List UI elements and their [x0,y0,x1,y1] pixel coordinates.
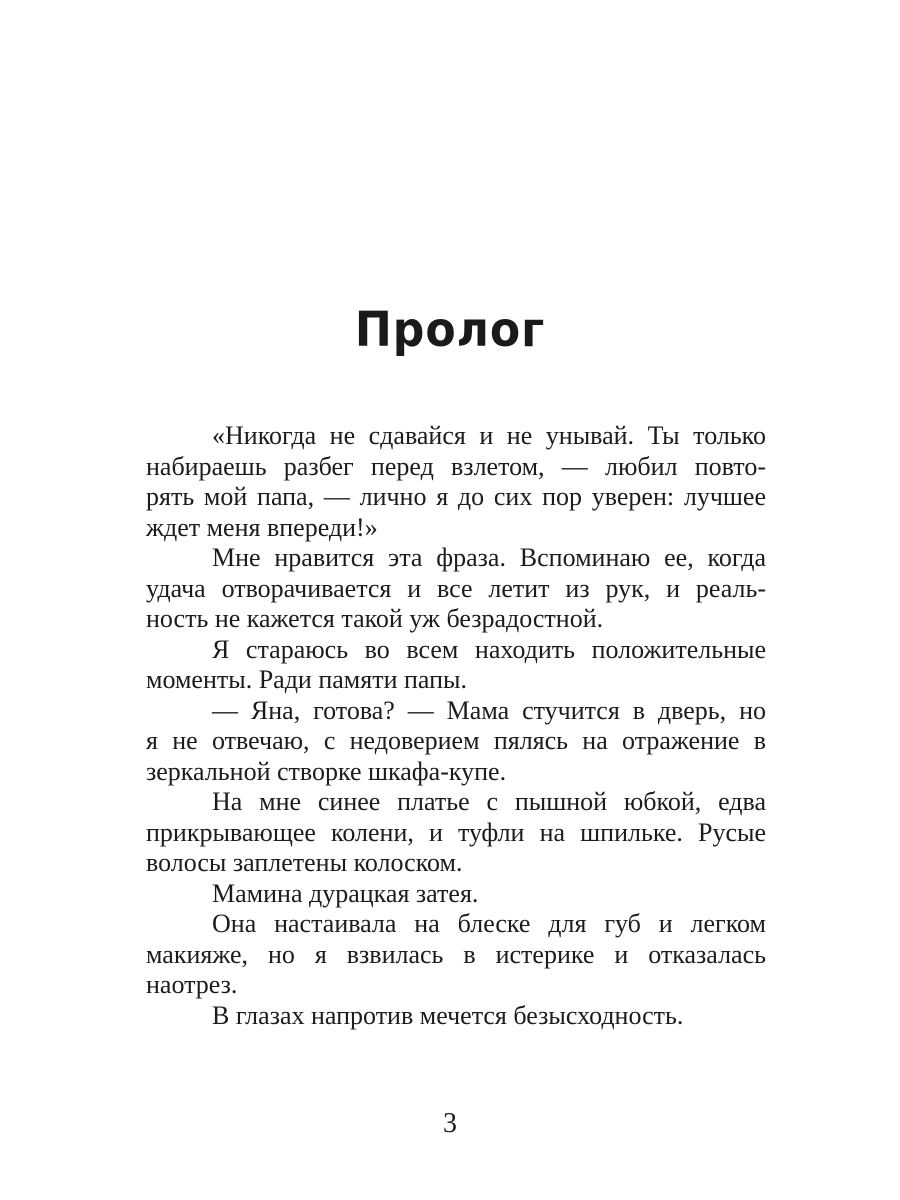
chapter-title: Пролог [354,302,546,358]
text-line: Мне нравится эта фраза. Вспоминаю ее, когда [212,543,766,572]
text-line: Она настаивала на блеске для губ и легком [212,909,766,938]
text-line: — Яна, готова? — Мама стучится в дверь, но [212,695,766,725]
text-line: «Никогда не сдавайся и не унывай. Ты только [212,421,766,450]
text-line: макияже, но я взвилась в истерике и отказалась [146,939,766,969]
text-line: В глазах напротив мечется безысходность. [212,1000,684,1030]
text-line: зеркальной створке шкафа-купе. [146,756,507,786]
text-line: На мне синее платье с пышной юбкой, едва [212,787,766,816]
text-line: волосы заплетены колоском. [146,848,463,877]
text-line: я не отвечаю, с недоверием пялясь на отражение в [146,726,766,755]
text-line: ждет меня впереди!» [146,512,378,542]
text-line: Мамина дурацкая затея. [212,878,479,908]
text-line: моменты. Ради памяти папы. [146,665,467,694]
text-line: прикрывающее колени, и туфли на шпильке. Русые [146,817,766,847]
body-text [146,421,766,1031]
text-line: удача отворачивается и все летит из рук, и реаль- [146,573,766,603]
text-line: набираешь разбег перед взлетом, — любил повто- [146,451,766,481]
page-number: 3 [443,1108,457,1139]
text-line: Я стараюсь во всем находить положительные [212,634,766,664]
text-line: наотрез. [146,970,238,999]
text-line: ность не кажется такой уж безрадостной. [146,604,604,633]
text-line: рять мой папа, — лично я до сих пор уверен: лучшее [146,482,766,511]
